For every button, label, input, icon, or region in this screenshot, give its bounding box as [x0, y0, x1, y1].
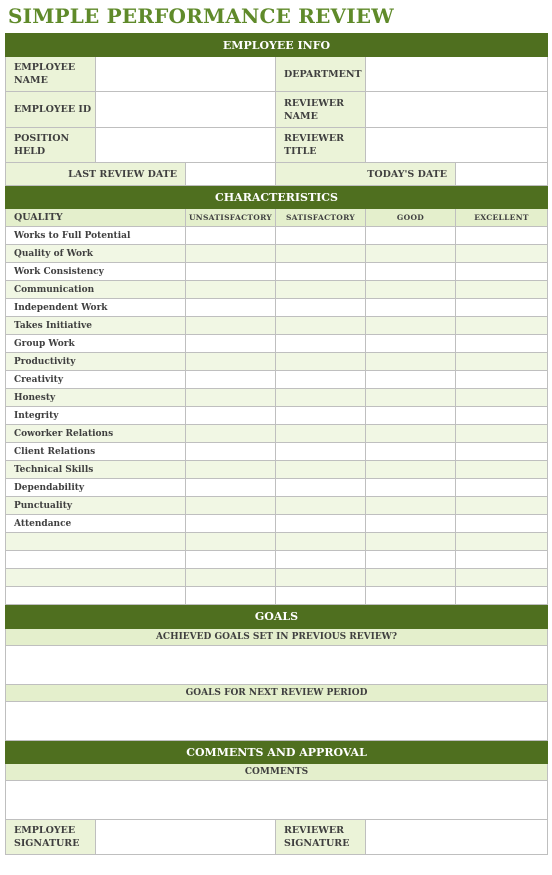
table-row: [6, 389, 548, 407]
quality-label: Group Work: [6, 335, 186, 353]
rating-cell-unsatisfactory[interactable]: [186, 299, 276, 317]
column-unsatisfactory: UNSATISFACTORY: [186, 209, 276, 227]
section-employee-info: EMPLOYEE INFO: [6, 34, 548, 57]
section-comments-approval: COMMENTS AND APPROVAL: [6, 741, 548, 764]
quality-label: Technical Skills: [6, 461, 186, 479]
characteristics-rows: [6, 227, 548, 605]
rating-cell-excellent[interactable]: [456, 479, 548, 497]
reviewer-signature-field[interactable]: [366, 820, 548, 855]
table-row: [6, 497, 548, 515]
rating-cell-good[interactable]: [366, 389, 456, 407]
rating-cell-satisfactory[interactable]: [276, 497, 366, 515]
next-goals-label: GOALS FOR NEXT REVIEW PERIOD: [6, 685, 548, 702]
rating-cell-unsatisfactory[interactable]: [186, 515, 276, 533]
rating-cell-unsatisfactory[interactable]: [186, 335, 276, 353]
employee-name-field[interactable]: [96, 57, 276, 92]
rating-cell-good[interactable]: [366, 515, 456, 533]
rating-cell-satisfactory[interactable]: [276, 533, 366, 551]
rating-cell-unsatisfactory[interactable]: [186, 461, 276, 479]
quality-label: [6, 587, 186, 605]
quality-label: Work Consistency: [6, 263, 186, 281]
rating-cell-unsatisfactory[interactable]: [186, 587, 276, 605]
quality-label: Honesty: [6, 389, 186, 407]
rating-cell-good[interactable]: [366, 245, 456, 263]
quality-label: Takes Initiative: [6, 317, 186, 335]
table-row: [6, 479, 548, 497]
rating-cell-good[interactable]: [366, 533, 456, 551]
rating-cell-unsatisfactory[interactable]: [186, 407, 276, 425]
column-good: GOOD: [366, 209, 456, 227]
rating-cell-satisfactory[interactable]: [276, 263, 366, 281]
position-held-label: POSITION HELD: [6, 128, 96, 163]
employee-signature-label: EMPLOYEE SIGNATURE: [6, 820, 96, 855]
employee-id-field[interactable]: [96, 92, 276, 128]
rating-cell-good[interactable]: [366, 569, 456, 587]
rating-cell-good[interactable]: [366, 371, 456, 389]
rating-cell-unsatisfactory[interactable]: [186, 227, 276, 245]
rating-cell-satisfactory[interactable]: [276, 317, 366, 335]
rating-cell-excellent[interactable]: [456, 353, 548, 371]
rating-cell-satisfactory[interactable]: [276, 479, 366, 497]
rating-cell-excellent[interactable]: [456, 317, 548, 335]
table-row: [6, 461, 548, 479]
rating-cell-satisfactory[interactable]: [276, 461, 366, 479]
rating-cell-excellent[interactable]: [456, 389, 548, 407]
rating-cell-satisfactory[interactable]: [276, 281, 366, 299]
table-row: [6, 281, 548, 299]
achieved-goals-field[interactable]: [6, 646, 548, 685]
quality-label: Client Relations: [6, 443, 186, 461]
quality-label: Integrity: [6, 407, 186, 425]
rating-cell-excellent[interactable]: [456, 245, 548, 263]
rating-cell-satisfactory[interactable]: [276, 587, 366, 605]
table-row: [6, 551, 548, 569]
table-row: [6, 515, 548, 533]
rating-cell-good[interactable]: [366, 461, 456, 479]
rating-cell-excellent[interactable]: [456, 281, 548, 299]
table-row: [6, 245, 548, 263]
quality-label: Creativity: [6, 371, 186, 389]
rating-cell-good[interactable]: [366, 425, 456, 443]
rating-cell-excellent[interactable]: [456, 515, 548, 533]
rating-cell-excellent[interactable]: [456, 551, 548, 569]
rating-cell-satisfactory[interactable]: [276, 569, 366, 587]
rating-cell-unsatisfactory[interactable]: [186, 353, 276, 371]
rating-cell-satisfactory[interactable]: [276, 443, 366, 461]
quality-label: [6, 533, 186, 551]
quality-label: Coworker Relations: [6, 425, 186, 443]
rating-cell-satisfactory[interactable]: [276, 353, 366, 371]
rating-cell-unsatisfactory[interactable]: [186, 533, 276, 551]
rating-cell-good[interactable]: [366, 263, 456, 281]
rating-cell-excellent[interactable]: [456, 497, 548, 515]
table-row: [6, 443, 548, 461]
quality-label: [6, 569, 186, 587]
section-goals: GOALS: [6, 605, 548, 629]
rating-cell-good[interactable]: [366, 587, 456, 605]
table-row: [6, 227, 548, 245]
rating-cell-good[interactable]: [366, 497, 456, 515]
last-review-date-label: LAST REVIEW DATE: [6, 163, 186, 186]
quality-label: Quality of Work: [6, 245, 186, 263]
rating-cell-satisfactory[interactable]: [276, 407, 366, 425]
table-row: [6, 425, 548, 443]
position-held-field[interactable]: [96, 128, 276, 163]
rating-cell-good[interactable]: [366, 281, 456, 299]
rating-cell-unsatisfactory[interactable]: [186, 389, 276, 407]
rating-cell-unsatisfactory[interactable]: [186, 569, 276, 587]
rating-cell-good[interactable]: [366, 299, 456, 317]
employee-name-label: EMPLOYEE NAME: [6, 57, 96, 92]
table-row: [6, 335, 548, 353]
rating-cell-good[interactable]: [366, 335, 456, 353]
table-row: [6, 407, 548, 425]
rating-cell-excellent[interactable]: [456, 407, 548, 425]
table-row: [6, 353, 548, 371]
rating-cell-excellent[interactable]: [456, 587, 548, 605]
table-row: [6, 299, 548, 317]
table-row: [6, 587, 548, 605]
rating-cell-satisfactory[interactable]: [276, 371, 366, 389]
quality-label: Independent Work: [6, 299, 186, 317]
rating-cell-excellent[interactable]: [456, 443, 548, 461]
rating-cell-good[interactable]: [366, 353, 456, 371]
rating-cell-excellent[interactable]: [456, 335, 548, 353]
table-row: [6, 371, 548, 389]
rating-cell-excellent[interactable]: [456, 299, 548, 317]
rating-cell-unsatisfactory[interactable]: [186, 371, 276, 389]
rating-cell-unsatisfactory[interactable]: [186, 497, 276, 515]
quality-label: Punctuality: [6, 497, 186, 515]
review-table: [5, 33, 548, 855]
rating-cell-good[interactable]: [366, 551, 456, 569]
comments-label: COMMENTS: [6, 764, 548, 781]
rating-cell-satisfactory[interactable]: [276, 425, 366, 443]
rating-cell-unsatisfactory[interactable]: [186, 443, 276, 461]
rating-cell-satisfactory[interactable]: [276, 245, 366, 263]
rating-cell-satisfactory[interactable]: [276, 335, 366, 353]
quality-label: Dependability: [6, 479, 186, 497]
quality-label: [6, 551, 186, 569]
review-form: [5, 33, 547, 855]
column-satisfactory: SATISFACTORY: [276, 209, 366, 227]
comments-field[interactable]: [6, 781, 548, 820]
table-row: [6, 263, 548, 281]
rating-cell-unsatisfactory[interactable]: [186, 425, 276, 443]
rating-cell-satisfactory[interactable]: [276, 299, 366, 317]
rating-cell-good[interactable]: [366, 227, 456, 245]
rating-cell-good[interactable]: [366, 317, 456, 335]
rating-cell-excellent[interactable]: [456, 425, 548, 443]
rating-cell-unsatisfactory[interactable]: [186, 263, 276, 281]
column-excellent: EXCELLENT: [456, 209, 548, 227]
todays-date-field[interactable]: [456, 163, 548, 186]
rating-cell-excellent[interactable]: [456, 569, 548, 587]
achieved-goals-label: ACHIEVED GOALS SET IN PREVIOUS REVIEW?: [6, 629, 548, 646]
rating-cell-unsatisfactory[interactable]: [186, 479, 276, 497]
rating-cell-satisfactory[interactable]: [276, 515, 366, 533]
rating-cell-excellent[interactable]: [456, 227, 548, 245]
reviewer-name-label: REVIEWER NAME: [276, 92, 366, 128]
reviewer-signature-label: REVIEWER SIGNATURE: [276, 820, 366, 855]
next-goals-field[interactable]: [6, 702, 548, 741]
rating-cell-excellent[interactable]: [456, 461, 548, 479]
department-label: DEPARTMENT: [276, 57, 366, 92]
last-review-date-field[interactable]: [186, 163, 276, 186]
rating-cell-good[interactable]: [366, 407, 456, 425]
todays-date-label: TODAY'S DATE: [276, 163, 456, 186]
reviewer-title-label: REVIEWER TITLE: [276, 128, 366, 163]
rating-cell-satisfactory[interactable]: [276, 227, 366, 245]
rating-cell-unsatisfactory[interactable]: [186, 281, 276, 299]
rating-cell-satisfactory[interactable]: [276, 389, 366, 407]
rating-cell-unsatisfactory[interactable]: [186, 245, 276, 263]
rating-cell-excellent[interactable]: [456, 263, 548, 281]
rating-cell-satisfactory[interactable]: [276, 551, 366, 569]
quality-label: Productivity: [6, 353, 186, 371]
table-row: [6, 317, 548, 335]
rating-cell-good[interactable]: [366, 479, 456, 497]
rating-cell-unsatisfactory[interactable]: [186, 551, 276, 569]
quality-label: Communication: [6, 281, 186, 299]
table-row: [6, 569, 548, 587]
table-row: [6, 533, 548, 551]
page-title: SIMPLE PERFORMANCE REVIEW: [8, 4, 394, 28]
rating-cell-good[interactable]: [366, 443, 456, 461]
employee-signature-field[interactable]: [96, 820, 276, 855]
reviewer-title-field[interactable]: [366, 128, 548, 163]
rating-cell-unsatisfactory[interactable]: [186, 317, 276, 335]
quality-label: Works to Full Potential: [6, 227, 186, 245]
column-quality: QUALITY: [6, 209, 186, 227]
department-field[interactable]: [366, 57, 548, 92]
employee-id-label: EMPLOYEE ID: [6, 92, 96, 128]
rating-cell-excellent[interactable]: [456, 533, 548, 551]
quality-label: Attendance: [6, 515, 186, 533]
section-characteristics: CHARACTERISTICS: [6, 186, 548, 209]
reviewer-name-field[interactable]: [366, 92, 548, 128]
rating-cell-excellent[interactable]: [456, 371, 548, 389]
